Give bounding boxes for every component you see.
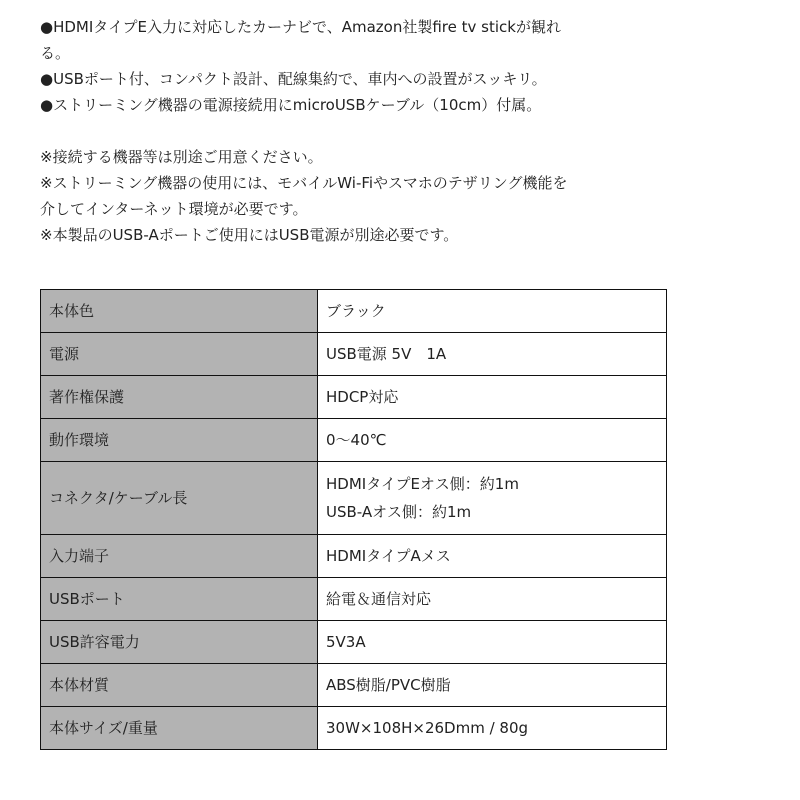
table-row: [41, 290, 667, 333]
table-row: [41, 621, 667, 664]
spec-value: USB電源 5V 1A: [318, 333, 667, 376]
feature-bullet: ●ストリーミング機器の電源接続用にmicroUSBケーブル（10cm）付属。: [40, 96, 542, 114]
spec-value: 5V3A: [318, 621, 667, 664]
product-description: [40, 14, 660, 248]
spec-value: 30W×108H×26Dmm / 80g: [318, 707, 667, 750]
table-row: [41, 535, 667, 578]
table-row: [41, 578, 667, 621]
table-row: [41, 707, 667, 750]
note-line: ※接続する機器等は別途ご用意ください。: [40, 148, 323, 166]
spec-label: 動作環境: [41, 419, 318, 462]
spec-label: 電源: [41, 333, 318, 376]
spec-label: 著作権保護: [41, 376, 318, 419]
table-row: [41, 462, 667, 535]
spec-value: HDCP対応: [318, 376, 667, 419]
spec-label: 本体材質: [41, 664, 318, 707]
spec-label: 入力端子: [41, 535, 318, 578]
table-row: [41, 664, 667, 707]
feature-bullet: ●USBポート付、コンパクト設計、配線集約で、車内への設置がスッキリ。: [40, 70, 547, 88]
spec-label: 本体色: [41, 290, 318, 333]
spec-value: [318, 462, 667, 535]
spec-value-line: HDMIタイプEオス側：約1m: [326, 475, 519, 493]
note-line: ※本製品のUSB-Aポートご使用にはUSB電源が別途必要です。: [40, 226, 459, 244]
spec-value: ABS樹脂/PVC樹脂: [318, 664, 667, 707]
spec-value: ブラック: [318, 290, 667, 333]
spec-value-line: USB-Aオス側：約1m: [326, 503, 472, 521]
spec-label: コネクタ/ケーブル長: [41, 462, 318, 535]
spec-label: 本体サイズ/重量: [41, 707, 318, 750]
note-line: ※ストリーミング機器の使用には、モバイルWi-Fiやスマホのテザリング機能を: [40, 174, 568, 192]
spec-label: USB許容電力: [41, 621, 318, 664]
table-row: [41, 376, 667, 419]
table-row: [41, 333, 667, 376]
spec-value: HDMIタイプAメス: [318, 535, 667, 578]
spec-value: 給電＆通信対応: [318, 578, 667, 621]
paragraph-spacer: [40, 118, 660, 144]
table-row: [41, 419, 667, 462]
spec-table: [40, 289, 667, 750]
note-line: 介してインターネット環境が必要です。: [40, 200, 308, 218]
spec-label: USBポート: [41, 578, 318, 621]
feature-bullet: ●HDMIタイプE入力に対応したカーナビで、Amazon社製fire tv stickが観れ: [40, 18, 561, 36]
spec-value: 0〜40℃: [318, 419, 667, 462]
feature-bullet: る。: [40, 44, 71, 62]
